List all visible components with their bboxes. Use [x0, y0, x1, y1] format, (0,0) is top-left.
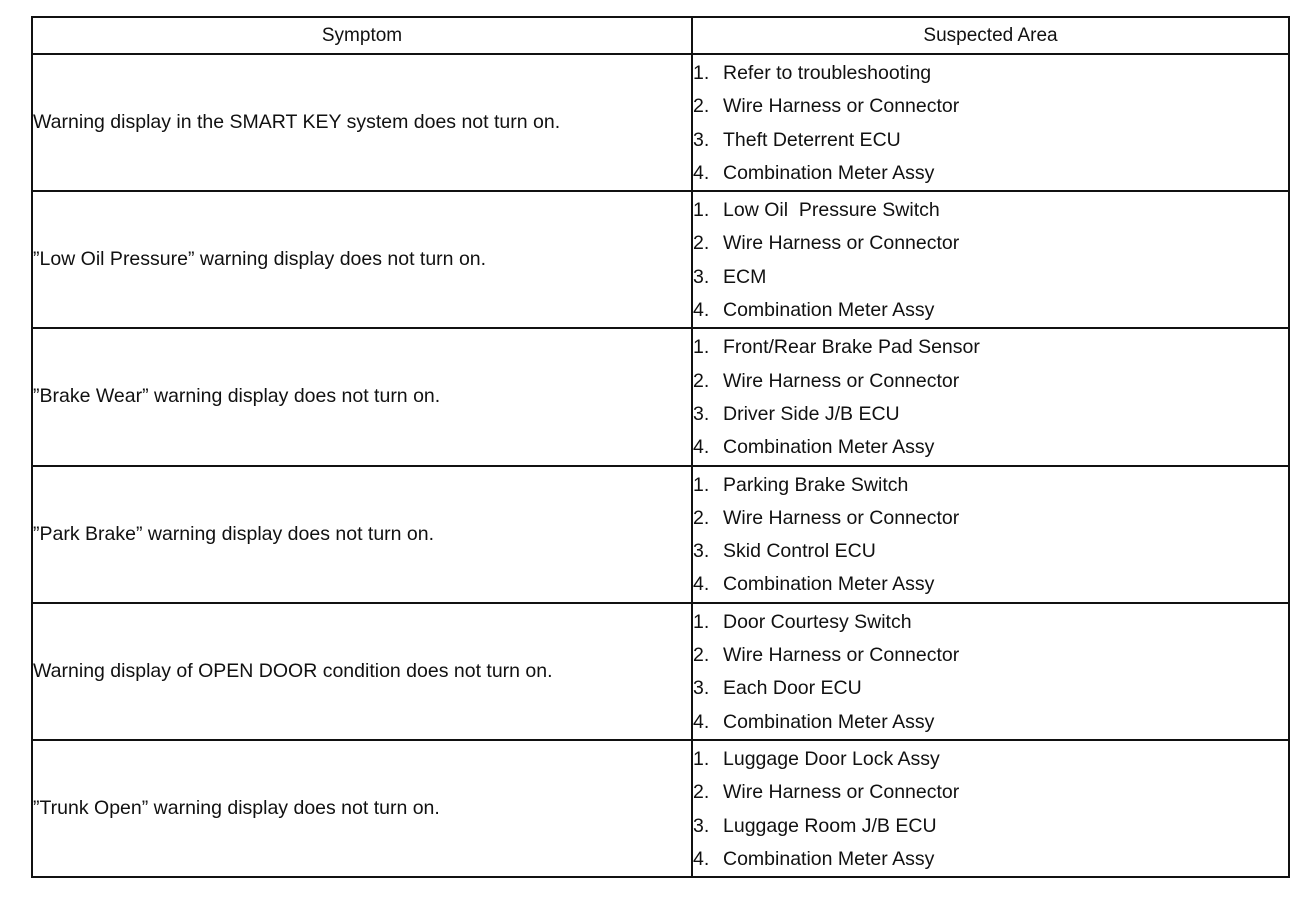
item-number: 4. [693, 161, 710, 184]
suspected-area-cell [692, 191, 1289, 328]
suspected-area-cell [692, 466, 1289, 603]
item-text: Wire Harness or Connector [723, 95, 960, 118]
suspected-area-item [693, 157, 1288, 190]
suspected-area-list [693, 192, 1288, 327]
suspected-area-list [693, 604, 1288, 739]
item-number: 4. [693, 847, 710, 870]
item-number: 3. [693, 128, 710, 151]
suspected-area-item [693, 469, 1288, 502]
item-number: 2. [693, 781, 710, 804]
suspected-area-item [693, 568, 1288, 601]
item-text: Each Door ECU [723, 677, 862, 700]
item-text: Parking Brake Switch [723, 473, 909, 496]
item-text: Wire Harness or Connector [723, 644, 960, 667]
symptom-cell: ”Trunk Open” warning display does not turn on. [32, 740, 692, 877]
suspected-area-item [693, 227, 1288, 260]
suspected-area-item [693, 502, 1288, 535]
suspected-area-item [693, 706, 1288, 739]
suspected-area-item [693, 90, 1288, 123]
item-text: Wire Harness or Connector [723, 506, 960, 529]
item-text: Luggage Door Lock Assy [723, 747, 940, 770]
suspected-area-item [693, 261, 1288, 294]
suspected-area-item [693, 672, 1288, 705]
symptom-cell: Warning display in the SMART KEY system does not turn on. [32, 54, 692, 191]
item-text: Wire Harness or Connector [723, 369, 960, 392]
suspected-area-list [693, 329, 1288, 464]
suspected-area-item [693, 743, 1288, 776]
item-number: 4. [693, 710, 710, 733]
item-text: Wire Harness or Connector [723, 232, 960, 255]
suspected-area-item [693, 294, 1288, 327]
table-row [32, 466, 1289, 603]
suspected-area-list [693, 467, 1288, 602]
suspected-area-column-header: Suspected Area [692, 17, 1289, 54]
item-number: 2. [693, 369, 710, 392]
item-text: Refer to troubleshooting [723, 62, 932, 84]
item-number: 2. [693, 232, 710, 255]
item-text: Door Courtesy Switch [723, 610, 912, 633]
suspected-area-cell [692, 54, 1289, 191]
item-text: Low Oil Pressure Switch [723, 199, 940, 222]
item-number: 2. [693, 506, 710, 529]
symptom-cell: ”Park Brake” warning display does not turn on. [32, 466, 692, 603]
item-text: Front/Rear Brake Pad Sensor [723, 336, 980, 359]
item-text: Combination Meter Assy [723, 299, 935, 322]
suspected-area-item [693, 194, 1288, 227]
item-text: Theft Deterrent ECU [723, 128, 901, 151]
item-number: 4. [693, 436, 710, 459]
symptom-cell: ”Brake Wear” warning display does not turn on. [32, 328, 692, 465]
item-number: 1. [693, 747, 710, 770]
item-number: 1. [693, 473, 710, 496]
item-text: Wire Harness or Connector [723, 781, 960, 804]
symptom-column-header: Symptom [32, 17, 692, 54]
item-text: ECM [723, 265, 767, 288]
suspected-area-item [693, 398, 1288, 431]
item-number: 3. [693, 814, 710, 837]
item-text: Skid Control ECU [723, 540, 876, 563]
symptom-cell: Warning display of OPEN DOOR condition does not turn on. [32, 603, 692, 740]
suspected-area-cell [692, 740, 1289, 877]
item-number: 4. [693, 573, 710, 596]
suspected-area-item [693, 331, 1288, 364]
suspected-area-item [693, 639, 1288, 672]
suspected-area-list [693, 55, 1288, 190]
table-row [32, 328, 1289, 465]
item-number: 1. [693, 199, 710, 222]
troubleshooting-table [31, 16, 1290, 878]
item-text: Combination Meter Assy [723, 710, 935, 733]
suspected-area-item [693, 606, 1288, 639]
item-number: 4. [693, 299, 710, 322]
item-number: 1. [693, 336, 710, 359]
suspected-area-item [693, 843, 1288, 876]
table-row [32, 740, 1289, 877]
item-text: Combination Meter Assy [723, 847, 935, 870]
suspected-area-item [693, 431, 1288, 464]
item-number: 3. [693, 540, 710, 563]
suspected-area-item [693, 535, 1288, 568]
item-number: 1. [693, 610, 710, 633]
suspected-area-list [693, 741, 1288, 876]
item-number: 2. [693, 644, 710, 667]
item-text: Combination Meter Assy [723, 573, 935, 596]
item-number: 3. [693, 677, 710, 700]
suspected-area-item [693, 124, 1288, 157]
suspected-area-item [693, 365, 1288, 398]
suspected-area-item [693, 776, 1288, 809]
header-row [32, 17, 1289, 54]
item-text: Driver Side J/B ECU [723, 402, 900, 425]
table-row [32, 54, 1289, 191]
item-text: Combination Meter Assy [723, 436, 935, 459]
symptom-cell: ”Low Oil Pressure” warning display does not turn on. [32, 191, 692, 328]
suspected-area-item [693, 57, 1288, 90]
item-number: 2. [693, 95, 710, 118]
item-text: Combination Meter Assy [723, 161, 935, 184]
item-number: 3. [693, 265, 710, 288]
suspected-area-item [693, 810, 1288, 843]
item-number: 3. [693, 402, 710, 425]
item-number: 1. [693, 62, 710, 84]
table-row [32, 191, 1289, 328]
suspected-area-cell [692, 603, 1289, 740]
table-row [32, 603, 1289, 740]
item-text: Luggage Room J/B ECU [723, 814, 937, 837]
suspected-area-cell [692, 328, 1289, 465]
